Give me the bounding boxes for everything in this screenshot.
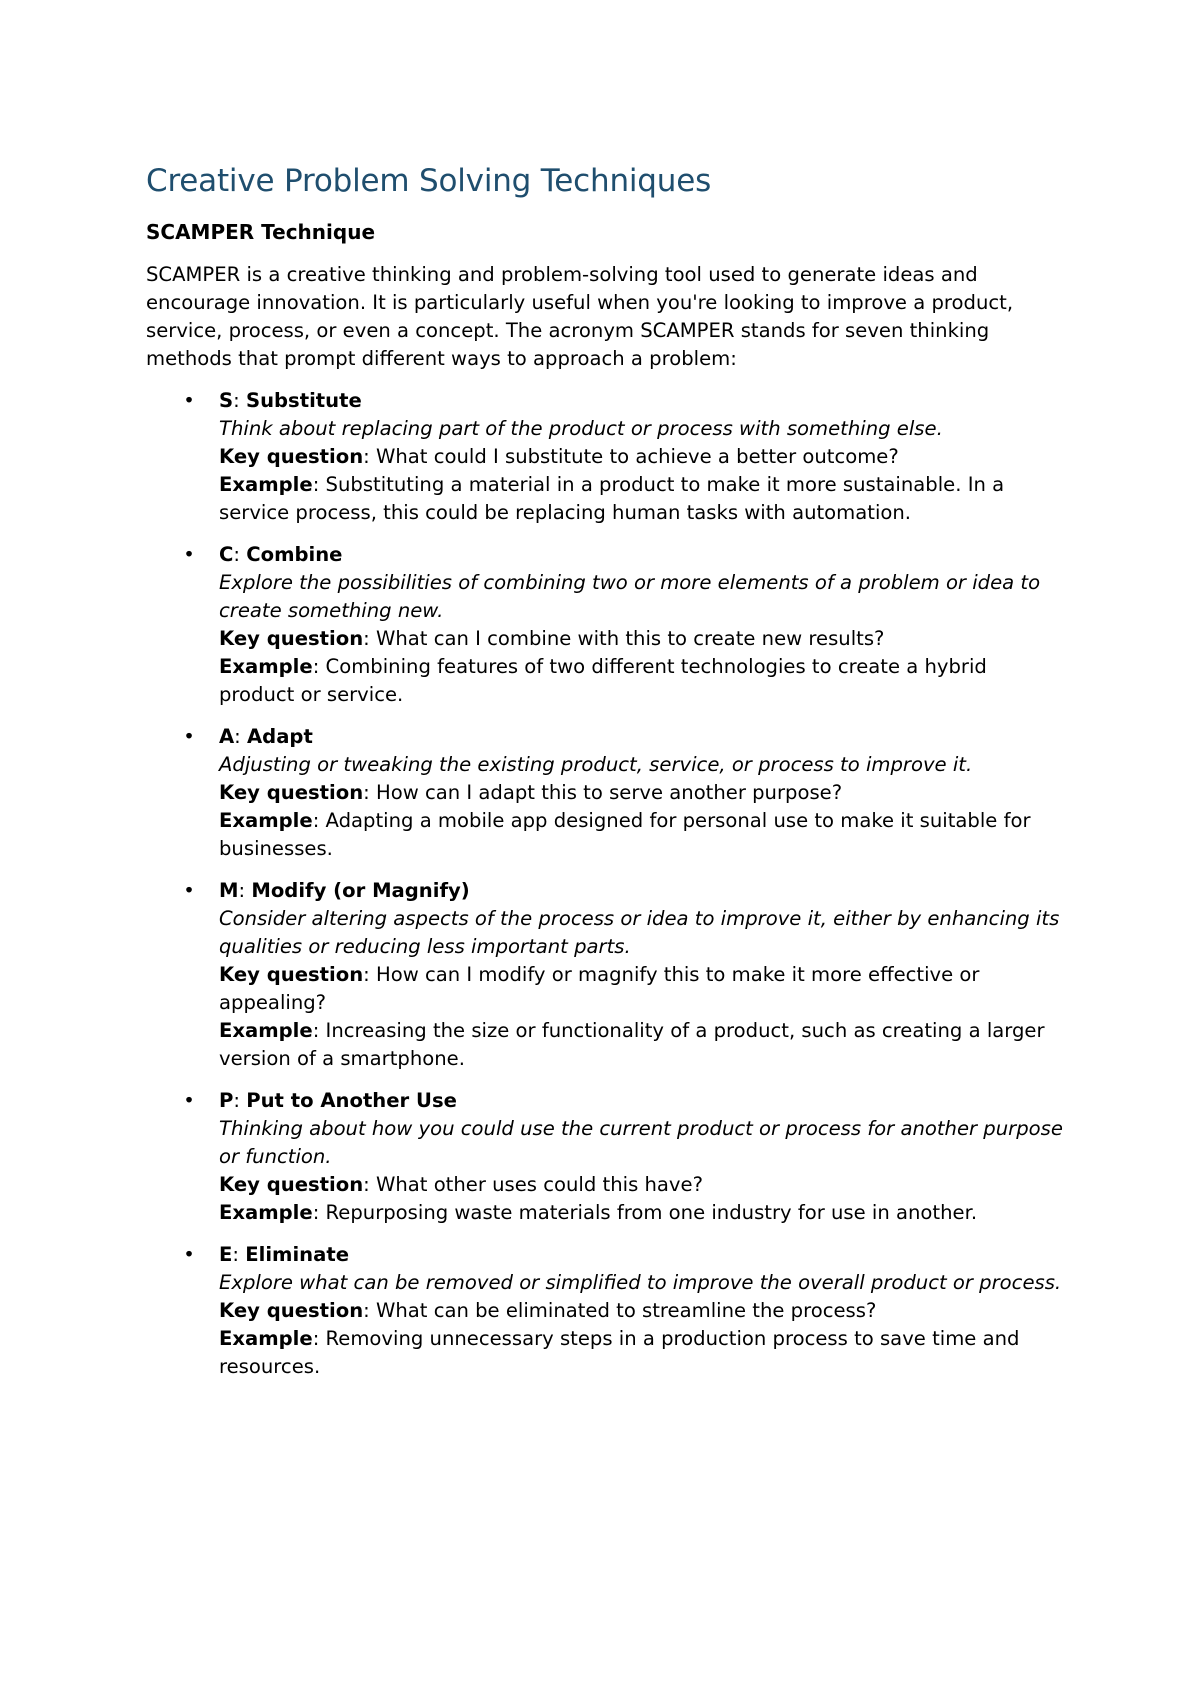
key-question-label: Key question — [219, 445, 364, 468]
example-text: Increasing the size or functionality of a product, such as creating a larger version of a smartphone. — [219, 1019, 1045, 1070]
key-question-label: Key question — [219, 963, 364, 986]
section-heading: SCAMPER Technique — [146, 220, 376, 244]
intro-paragraph: SCAMPER is a creative thinking and problem-solving tool used to generate ideas and encourage innovation. It is particularly useful when you're looking to improve a product, service, process, or even a concept. The acronym SCAMPER stands for seven thinking methods that prompt different ways to approach a problem: — [146, 263, 1014, 370]
item-name: Put to Another Use — [246, 1089, 457, 1112]
item-example: Example: Repurposing waste materials from one industry for use in another. — [219, 1201, 978, 1224]
bullet-icon: • — [183, 879, 195, 902]
item-description: Think about replacing part of the product or process with something else. — [219, 417, 943, 440]
item-key-question: Key question: What can I combine with this to create new results? — [219, 627, 885, 650]
example-label: Example — [219, 473, 313, 496]
item-description: Consider altering aspects of the process or idea to improve it, either by enhancing its qualities or reducing less important parts. — [219, 907, 1060, 958]
example-label: Example — [219, 655, 313, 678]
key-question-label: Key question — [219, 627, 364, 650]
example-text: Combining features of two different technologies to create a hybrid product or service. — [219, 655, 987, 706]
key-question-text: What can be eliminated to streamline the process? — [375, 1299, 877, 1322]
item-heading: P: Put to Another Use — [219, 1089, 457, 1112]
item-key-question: Key question: How can I modify or magnify this to make it more effective or appealing? — [219, 963, 980, 1014]
bullet-icon: • — [183, 1089, 195, 1112]
key-question-label: Key question — [219, 781, 364, 804]
item-heading: E: Eliminate — [219, 1243, 350, 1266]
example-label: Example — [219, 1019, 313, 1042]
item-description: Adjusting or tweaking the existing product, service, or process to improve it. — [219, 753, 973, 776]
example-text: Repurposing waste materials from one industry for use in another. — [325, 1201, 978, 1224]
item-heading: A: Adapt — [219, 725, 313, 748]
example-text: Substituting a material in a product to make it more sustainable. In a service process, this could be replacing human tasks with automation. — [219, 473, 1005, 524]
item-name: Substitute — [245, 389, 362, 412]
key-question-text: How can I adapt this to serve another purpose? — [375, 781, 843, 804]
key-question-text: What other uses could this have? — [375, 1173, 703, 1196]
item-heading: C: Combine — [219, 543, 343, 566]
item-key-question: Key question: What could I substitute to achieve a better outcome? — [219, 445, 899, 468]
item-name: Adapt — [247, 725, 313, 748]
item-example: Example: Adapting a mobile app designed for personal use to make it suitable for businesses. — [219, 809, 1031, 860]
item-name: Combine — [246, 543, 343, 566]
list-item — [146, 541, 1066, 709]
document-title: Creative Problem Solving Techniques — [146, 163, 712, 199]
list-item — [146, 1087, 1066, 1227]
bullet-icon: • — [183, 543, 195, 566]
item-name: Modify (or Magnify) — [251, 879, 470, 902]
item-example: Example: Substituting a material in a product to make it more sustainable. In a service process, this could be replacing human tasks with automation. — [219, 473, 1005, 524]
example-label: Example — [219, 1201, 313, 1224]
item-key-question: Key question: What other uses could this have? — [219, 1173, 703, 1196]
example-label: Example — [219, 1327, 313, 1350]
item-key-question: Key question: What can be eliminated to streamline the process? — [219, 1299, 877, 1322]
list-item — [146, 1241, 1066, 1381]
item-letter: S — [219, 389, 234, 412]
item-description: Explore what can be removed or simplified to improve the overall product or process. — [219, 1271, 1062, 1294]
example-text: Adapting a mobile app designed for personal use to make it suitable for businesses. — [219, 809, 1031, 860]
list-item — [146, 877, 1066, 1073]
bullet-icon: • — [183, 1243, 195, 1266]
item-example: Example: Combining features of two different technologies to create a hybrid product or service. — [219, 655, 987, 706]
bullet-icon: • — [183, 725, 195, 748]
item-name: Eliminate — [245, 1243, 350, 1266]
example-text: Removing unnecessary steps in a production process to save time and resources. — [219, 1327, 1020, 1378]
bullet-icon: • — [183, 389, 195, 412]
item-heading: S: Substitute — [219, 389, 362, 412]
item-letter: E — [219, 1243, 233, 1266]
key-question-text: What could I substitute to achieve a better outcome? — [375, 445, 899, 468]
document-page — [146, 160, 1066, 1395]
key-question-text: What can I combine with this to create new results? — [375, 627, 885, 650]
key-question-label: Key question — [219, 1173, 364, 1196]
key-question-text: How can I modify or magnify this to make it more effective or appealing? — [219, 963, 980, 1014]
item-heading: M: Modify (or Magnify) — [219, 879, 470, 902]
list-item — [146, 387, 1066, 527]
key-question-label: Key question — [219, 1299, 364, 1322]
item-key-question: Key question: How can I adapt this to serve another purpose? — [219, 781, 843, 804]
example-label: Example — [219, 809, 313, 832]
item-letter: A — [219, 725, 235, 748]
scamper-list — [146, 387, 1066, 1381]
item-description: Explore the possibilities of combining two or more elements of a problem or idea to create something new. — [219, 571, 1041, 622]
list-item — [146, 723, 1066, 863]
item-letter: P — [219, 1089, 234, 1112]
item-description: Thinking about how you could use the current product or process for another purpose or function. — [219, 1117, 1063, 1168]
item-letter: C — [219, 543, 234, 566]
item-example: Example: Removing unnecessary steps in a production process to save time and resources. — [219, 1327, 1020, 1378]
item-letter: M — [219, 879, 239, 902]
item-example: Example: Increasing the size or functionality of a product, such as creating a larger version of a smartphone. — [219, 1019, 1045, 1070]
